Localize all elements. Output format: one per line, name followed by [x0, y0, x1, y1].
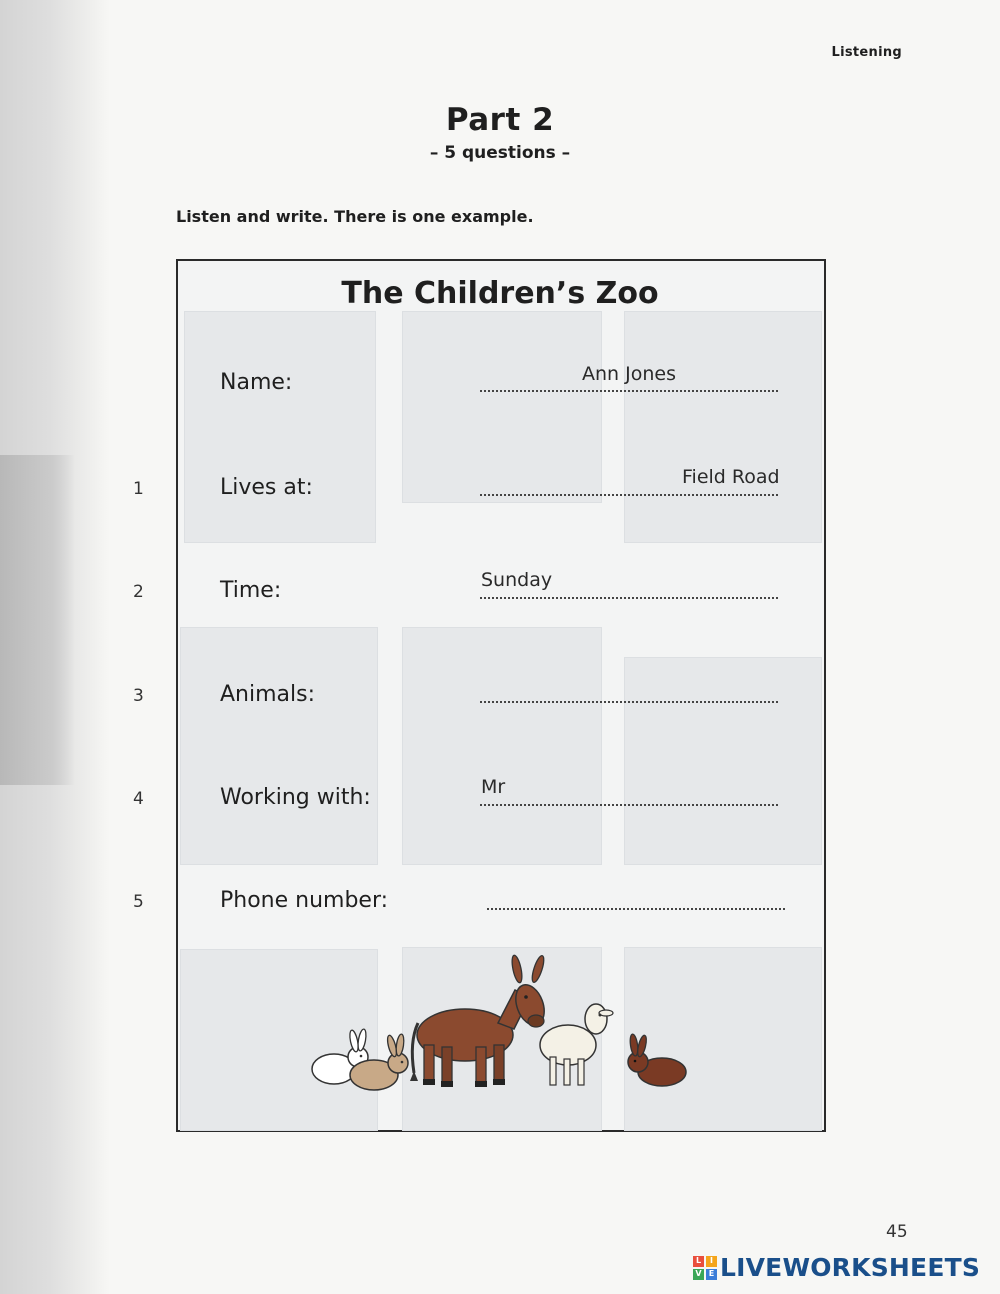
logo-letter: L — [693, 1256, 704, 1267]
logo-letter: V — [693, 1269, 704, 1280]
instruction-text: Listen and write. There is one example. — [176, 207, 534, 226]
answer-line — [487, 908, 785, 910]
answer-line — [480, 494, 778, 496]
form-row-name — [0, 360, 1000, 420]
form-row-animals — [0, 672, 1000, 732]
field-label: Phone number: — [220, 888, 389, 913]
liveworksheets-brand[interactable] — [693, 1253, 980, 1282]
logo-letter: I — [706, 1256, 717, 1267]
answer-field[interactable]: Mr — [481, 776, 506, 798]
question-number: 5 — [133, 892, 144, 912]
zoo-title: The Children’s Zoo — [341, 276, 659, 311]
question-number: 4 — [133, 789, 144, 809]
answer-line — [480, 804, 778, 806]
form-row-lives-at — [0, 465, 1000, 525]
field-label: Lives at: — [220, 475, 313, 500]
lamb-icon — [540, 1004, 613, 1085]
answer-line — [480, 701, 778, 703]
field-label: Working with: — [220, 785, 371, 810]
donkey-icon — [410, 954, 549, 1087]
liveworksheets-logo-icon — [693, 1256, 717, 1280]
section-label: Listening — [831, 45, 902, 60]
logo-letter: E — [706, 1269, 717, 1280]
answer-line — [480, 390, 778, 392]
brand-name: LIVEWORKSHEETS — [720, 1253, 981, 1282]
answer-name: Ann Jones — [582, 363, 676, 385]
field-label: Time: — [220, 578, 282, 603]
question-number: 2 — [133, 582, 144, 602]
answer-field[interactable]: Sunday — [481, 569, 553, 591]
field-label: Animals: — [220, 682, 316, 707]
page-number: 45 — [886, 1222, 908, 1242]
question-number: 3 — [133, 686, 144, 706]
form-row-phone-number — [0, 879, 1000, 939]
form-row-time — [0, 568, 1000, 628]
answer-field[interactable]: Field Road — [682, 466, 780, 488]
answer-line — [480, 597, 778, 599]
brown-rabbit-icon — [628, 1034, 686, 1086]
field-label: Name: — [220, 370, 293, 395]
part-subtitle: – 5 questions – — [429, 143, 571, 163]
zoo-animals-illustration — [300, 945, 700, 1095]
form-row-working-with — [0, 775, 1000, 835]
question-number: 1 — [133, 479, 144, 499]
part-title: Part 2 — [445, 102, 555, 138]
